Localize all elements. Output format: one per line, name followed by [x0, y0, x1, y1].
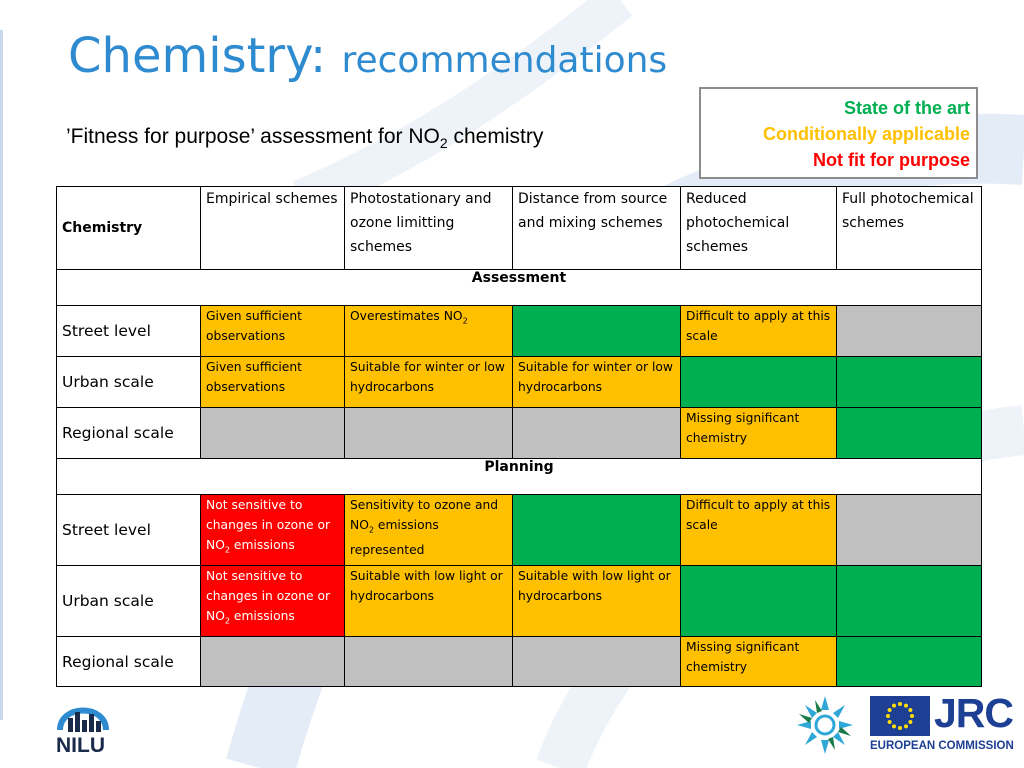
cell-reduced: [681, 566, 837, 637]
header-full: Full photochemical schemes: [837, 187, 982, 270]
cell-full: [837, 566, 982, 637]
nilu-logo-icon: [54, 690, 116, 736]
cell-full: [837, 495, 982, 566]
eu-flag-icon: [870, 696, 930, 736]
legend-conditionally-applicable: Conditionally applicable: [762, 124, 970, 144]
cell-full: [837, 306, 982, 357]
legend-state-of-art: State of the art: [843, 98, 970, 118]
cell-photostationary: Sensitivity to ozone and $NO_2$ emissions represented: [345, 495, 513, 566]
cell-distance: Suitable with low light or hydrocarbons: [513, 566, 681, 637]
cell-distance: [513, 637, 681, 687]
cell-photostationary: [345, 408, 513, 459]
fitness-table: [56, 186, 982, 687]
cell-empirical: [201, 637, 345, 687]
cell-empirical: Given sufficient observations: [201, 306, 345, 357]
cell-distance: Suitable for winter or low hydrocarbons: [513, 357, 681, 408]
header-photostationary: Photostationary and ozone limitting schemes: [345, 187, 513, 270]
cell-reduced: [681, 357, 837, 408]
ec-logo-text: EUROPEAN COMMISSION: [870, 740, 1014, 752]
cell-photostationary: Suitable for winter or low hydrocarbons: [345, 357, 513, 408]
nilu-logo: [54, 690, 116, 758]
nilu-logo-text: NILU: [56, 734, 105, 757]
cell-empirical: Not sensitive to changes in ozone or $NO_2$ emissions: [201, 495, 345, 566]
table-row: [57, 566, 982, 637]
cell-reduced: Difficult to apply at this scale: [681, 306, 837, 357]
row-label: Regional scale: [57, 408, 201, 459]
sun-logo: [795, 692, 855, 758]
table-row: [57, 306, 982, 357]
cell-empirical: Given sufficient observations: [201, 357, 345, 408]
cell-photostationary: Suitable with low light or hydrocarbons: [345, 566, 513, 637]
color-legend: [699, 87, 978, 179]
header-chemistry: Chemistry: [57, 187, 201, 270]
row-label: Street level: [57, 306, 201, 357]
table-row: [57, 637, 982, 687]
page-title: Chemistry: recommendations: [68, 28, 668, 84]
left-accent-line: [0, 30, 3, 720]
section-title: Planning: [57, 459, 982, 495]
header-empirical: Empirical schemes: [201, 187, 345, 270]
page-subtitle: ’Fitness for purpose’ assessment for $NO_2$ chemistry: [66, 125, 544, 152]
jrc-logo: [870, 690, 1014, 756]
cell-full: [837, 357, 982, 408]
header-distance: Distance from source and mixing schemes: [513, 187, 681, 270]
row-label: Urban scale: [57, 357, 201, 408]
header-reduced: Reduced photochemical schemes: [681, 187, 837, 270]
row-label: Regional scale: [57, 637, 201, 687]
jrc-logo-text: JRC: [934, 690, 1014, 736]
cell-empirical: Not sensitive to changes in ozone or $NO_2$ emissions: [201, 566, 345, 637]
cell-distance: [513, 408, 681, 459]
row-label: Street level: [57, 495, 201, 566]
table-row: [57, 408, 982, 459]
row-label: Urban scale: [57, 566, 201, 637]
cell-distance: [513, 495, 681, 566]
table-row: [57, 357, 982, 408]
section-assessment: [57, 270, 982, 306]
cell-full: [837, 637, 982, 687]
section-planning: [57, 459, 982, 495]
cell-full: [837, 408, 982, 459]
legend-not-fit: Not fit for purpose: [813, 150, 970, 170]
section-title: Assessment: [57, 270, 982, 306]
table-row: [57, 495, 982, 566]
cell-photostationary: Overestimates $NO_2$: [345, 306, 513, 357]
cell-distance: [513, 306, 681, 357]
cell-reduced: Missing significant chemistry: [681, 637, 837, 687]
cell-empirical: [201, 408, 345, 459]
cell-photostationary: [345, 637, 513, 687]
table-header-row: [57, 187, 982, 270]
cell-reduced: Missing significant chemistry: [681, 408, 837, 459]
sun-logo-icon: [795, 692, 855, 758]
cell-reduced: Difficult to apply at this scale: [681, 495, 837, 566]
